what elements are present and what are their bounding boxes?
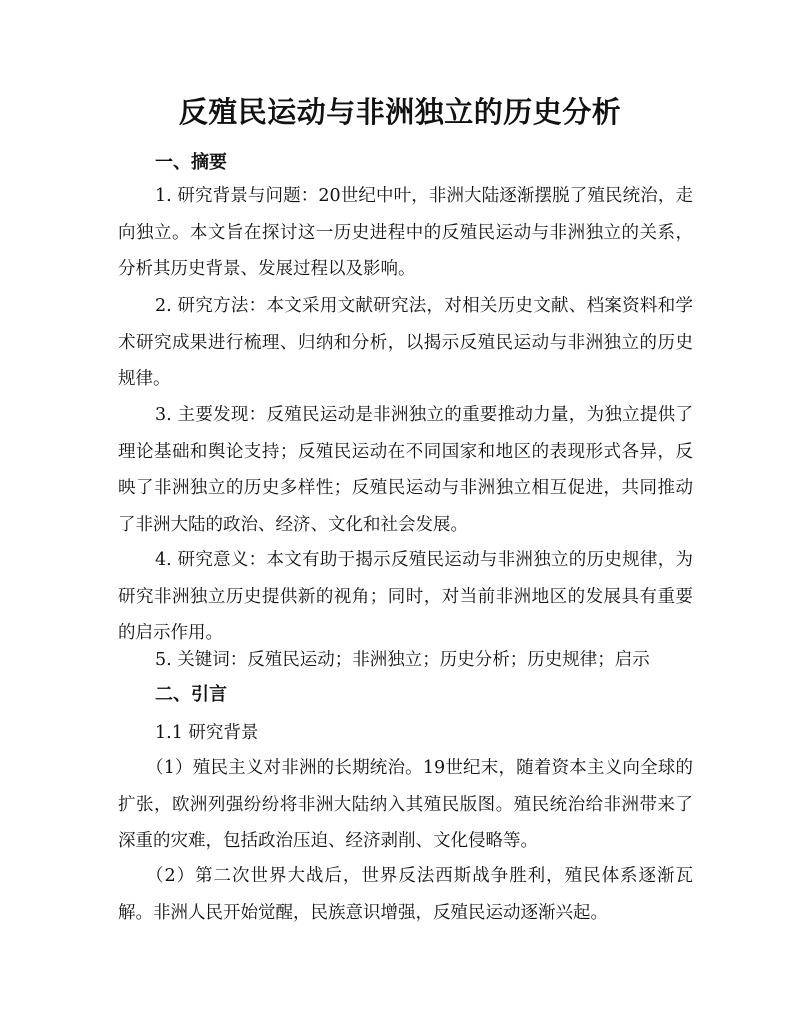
abstract-item-significance: 4. 研究意义：本文有助于揭示反殖民运动与非洲独立的历史规律，为研究非洲独立历史提供新的视角；同时，对当前非洲地区的发展具有重要的启示作用。 bbox=[118, 550, 693, 643]
introduction-paragraph-postwar: （2）第二次世界大战后，世界反法西斯战争胜利，殖民体系逐渐瓦解。非洲人民开始觉醒，民族意识增强，反殖民运动逐渐兴起。 bbox=[118, 866, 693, 923]
introduction-heading: 二、引言 bbox=[155, 684, 227, 705]
abstract-heading: 一、摘要 bbox=[155, 152, 227, 173]
abstract-item-keywords: 5. 关键词：反殖民运动；非洲独立；历史分析；历史规律；启示 bbox=[155, 650, 650, 670]
introduction-paragraph-colonial-rule: （1）殖民主义对非洲的长期统治。19世纪末，随着资本主义向全球的扩张，欧洲列强纷纷将非洲大陆纳入其殖民版图。殖民统治给非洲带来了深重的灾难，包括政治压迫、经济剥削、文化侵略等。 bbox=[118, 758, 693, 851]
abstract-item-findings: 3. 主要发现：反殖民运动是非洲独立的重要推动力量，为独立提供了理论基础和舆论支持；反殖民运动在不同国家和地区的表现形式各异，反映了非洲独立的历史多样性；反殖民运动与非洲独立相互促进，共同推动了非洲大陆的政治、经济、文化和社会发展。 bbox=[118, 405, 693, 535]
research-background-subheading: 1.1 研究背景 bbox=[155, 723, 259, 743]
document-title: 反殖民运动与非洲独立的历史分析 bbox=[178, 95, 622, 129]
abstract-item-method: 2. 研究方法：本文采用文献研究法，对相关历史文献、档案资料和学术研究成果进行梳理、归纳和分析，以揭示反殖民运动与非洲独立的历史规律。 bbox=[118, 296, 693, 389]
abstract-item-background: 1. 研究背景与问题：20世纪中叶，非洲大陆逐渐摆脱了殖民统治，走向独立。本文旨在探讨这一历史进程中的反殖民运动与非洲独立的关系，分析其历史背景、发展过程以及影响。 bbox=[118, 186, 693, 279]
